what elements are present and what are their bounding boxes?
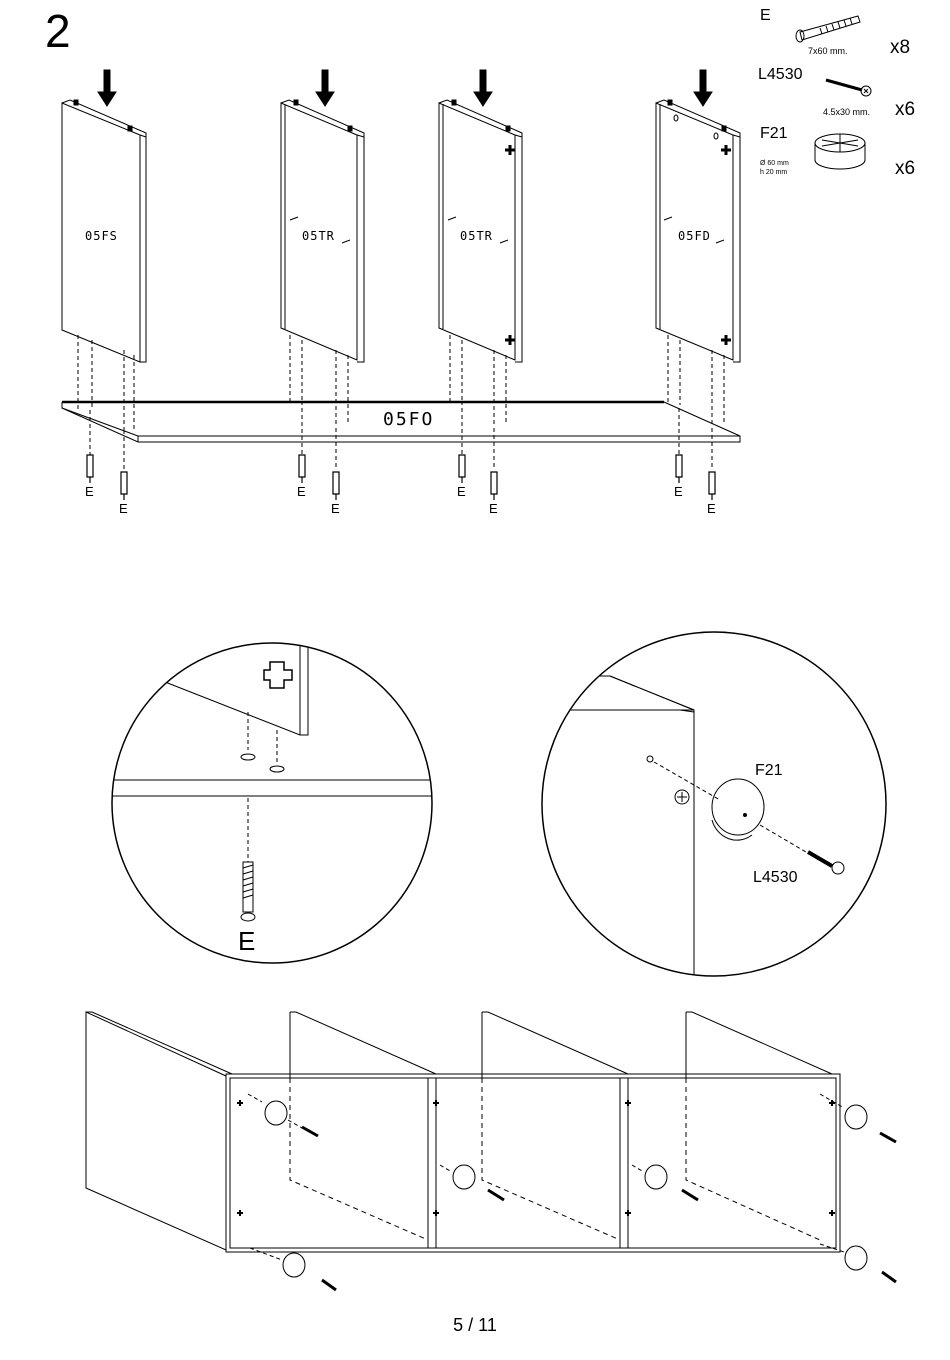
panel-label-2: 05TR	[302, 229, 335, 243]
bolt-icon	[796, 16, 860, 42]
part-code-f21: F21	[760, 125, 788, 142]
part-qty-f21: x6	[895, 158, 916, 179]
detail-circle-bolt	[100, 640, 450, 963]
bolt-label: E	[489, 501, 498, 516]
bolt-label: E	[85, 484, 94, 499]
screw-set	[302, 1127, 896, 1290]
step-number: 2	[45, 5, 71, 57]
insert-arrows	[98, 70, 712, 106]
bolt-label: E	[297, 484, 306, 499]
bolt-label: E	[331, 501, 340, 516]
detail-foot-label: F21	[755, 762, 783, 779]
bolt-label: E	[119, 501, 128, 516]
base-panel-label: 05FO	[383, 409, 435, 430]
bolt-label: E	[674, 484, 683, 499]
panel-label-1: 05FS	[85, 229, 118, 243]
foot-set	[265, 1101, 867, 1277]
panel-label-4: 05FD	[678, 229, 711, 243]
part-dims-f21-diameter: Ø 60 mm	[760, 160, 789, 167]
part-qty-l4530: x6	[895, 99, 916, 120]
bolt-label: E	[457, 484, 466, 499]
panel-label-3: 05TR	[460, 229, 493, 243]
detail-bolt-label: E	[238, 926, 256, 956]
bolt-row	[87, 455, 715, 500]
part-dims-l4530: 4.5x30 mm.	[823, 107, 871, 117]
part-dims-f21-height: h 20 mm	[760, 169, 788, 176]
detail-screw-label: L4530	[753, 869, 798, 886]
glide-foot-icon	[815, 134, 865, 169]
part-code-e: E	[760, 7, 771, 24]
bolt-label: E	[707, 501, 716, 516]
part-qty-e: x8	[890, 37, 911, 58]
part-code-l4530: L4530	[758, 66, 803, 83]
detail-circle-foot	[540, 632, 886, 990]
part-dims-e: 7x60 mm.	[808, 46, 848, 56]
screw-icon	[826, 80, 871, 96]
assembled-view	[86, 1012, 896, 1290]
page-number: 5 / 11	[453, 1315, 497, 1335]
